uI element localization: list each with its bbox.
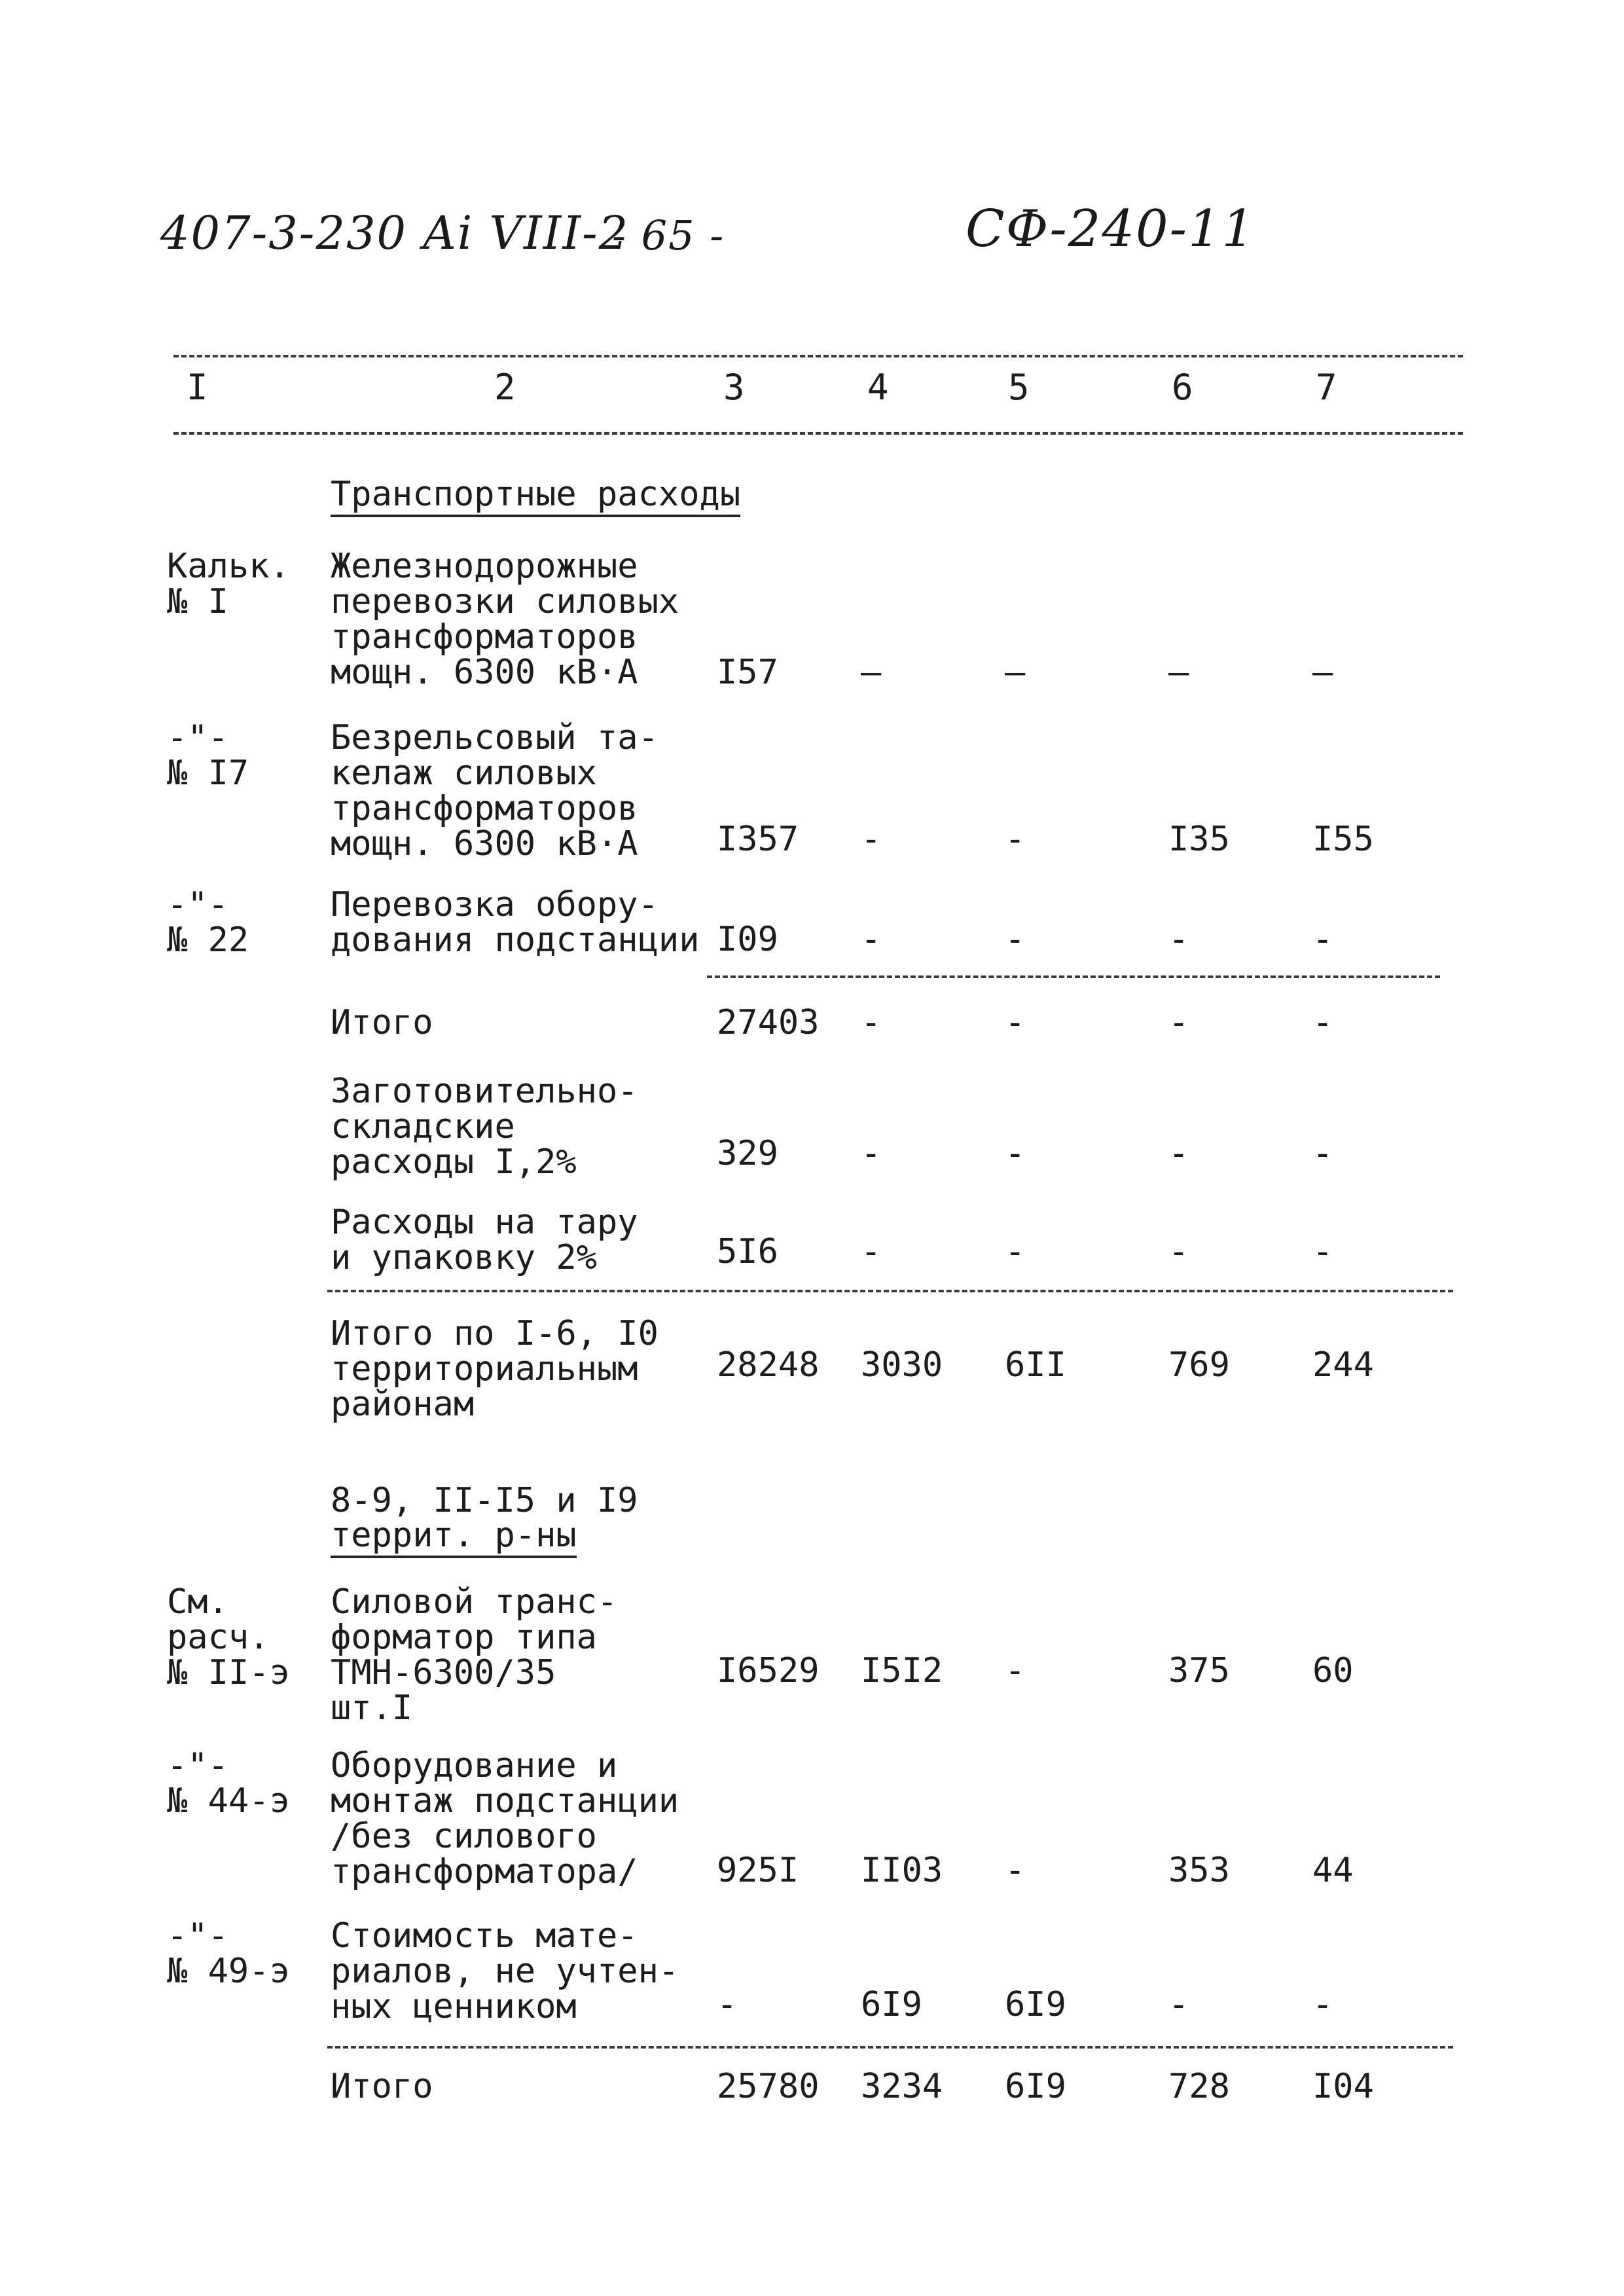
total-value-col6: 728 <box>1168 2067 1230 2106</box>
row-value-col4: - <box>861 1134 882 1173</box>
document-code: 407-3-230 Ai VIII-2 <box>160 206 630 260</box>
total-label: Итого по I-6, I0 территориальным районам <box>331 1314 659 1424</box>
row-value-col3: I357 <box>717 820 799 859</box>
total-label: Итого <box>331 2067 433 2106</box>
row-value-col3: 329 <box>717 1134 778 1173</box>
row-code: Кальк. № I <box>167 547 290 621</box>
total-value-col7: - <box>1312 1003 1333 1042</box>
total-value-col6: - <box>1168 1003 1189 1042</box>
row-value-col3: I57 <box>717 653 778 692</box>
row-value-col6: - <box>1168 920 1189 959</box>
row-value-col5: - <box>1005 1851 1026 1890</box>
row-value-col7: - <box>1312 920 1333 959</box>
row-value-col3: I6529 <box>717 1651 820 1690</box>
row-value-col6: 375 <box>1168 1651 1230 1690</box>
row-value-col4: - <box>861 820 882 859</box>
row-value-col3: - <box>717 1985 738 2024</box>
row-value-col7: - <box>1312 1232 1333 1271</box>
row-value-col5: - <box>1005 920 1026 959</box>
row-description: Расходы на тару и упаковку 2% <box>331 1203 638 1277</box>
table-top-rule <box>173 355 1463 357</box>
total-value-col4: 3234 <box>861 2067 943 2106</box>
row-description: Перевозка обору- дования подстанции <box>331 885 700 960</box>
section-subtitle-regions: террит. р-ны <box>331 1518 577 1558</box>
row-code: -"- № 44-э <box>167 1746 290 1821</box>
row-value-col4: II03 <box>861 1851 943 1890</box>
row-description: Силовой транс- форматор типа ТМН-6300/35 шт.I <box>331 1582 618 1728</box>
row-value-col4: 6I9 <box>861 1985 922 2024</box>
total-value-col4: - <box>861 1003 882 1042</box>
total-label: Итого <box>331 1003 433 1042</box>
row-value-col7: I55 <box>1312 820 1374 859</box>
row-value-col4: – <box>861 653 882 692</box>
row-code: -"- № 49-э <box>167 1916 290 1991</box>
row-value-col6: 353 <box>1168 1851 1230 1890</box>
total-value-col7: I04 <box>1312 2067 1374 2106</box>
row-value-col6: - <box>1168 1134 1189 1173</box>
row-description: Стоимость мате- риалов, не учтен- ных ценником <box>331 1916 679 2026</box>
total-value-col5: 6II <box>1005 1345 1066 1385</box>
row-value-col5: – <box>1005 653 1026 692</box>
row-value-col6: I35 <box>1168 820 1230 859</box>
column-number-4: 4 <box>867 367 889 408</box>
row-description: Безрельсовый та- келаж силовых трансформаторов мощн. 6300 кВ·А <box>331 718 659 864</box>
row-description: Заготовительно- складские расходы I,2% <box>331 1072 638 1182</box>
row-value-col5: - <box>1005 820 1026 859</box>
row-value-col4: I5I2 <box>861 1651 943 1690</box>
column-number-1: I <box>187 367 208 408</box>
row-code: См. расч. № II-э <box>167 1582 290 1692</box>
column-number-2: 2 <box>494 367 516 408</box>
row-value-col3: I09 <box>717 920 778 959</box>
total-value-col3: 27403 <box>717 1003 820 1042</box>
row-value-col4: - <box>861 920 882 959</box>
total-value-col3: 25780 <box>717 2067 820 2106</box>
total-value-col5: 6I9 <box>1005 2067 1066 2106</box>
row-code: -"- № I7 <box>167 718 249 793</box>
column-number-6: 6 <box>1172 367 1193 408</box>
row-value-col4: - <box>861 1232 882 1271</box>
row-value-col5: - <box>1005 1232 1026 1271</box>
section-title-transport: Транспортные расходы <box>331 477 740 517</box>
row-description: Железнодорожные перевозки силовых трансформаторов мощн. 6300 кВ·А <box>331 547 679 692</box>
row-value-col7: - <box>1312 1134 1333 1173</box>
row-value-col3: 5I6 <box>717 1232 778 1271</box>
row-value-col3: 925I <box>717 1851 799 1890</box>
total-value-col7: 244 <box>1312 1345 1374 1385</box>
row-value-col5: 6I9 <box>1005 1985 1066 2024</box>
subtotal-rule <box>327 1290 1453 1292</box>
section-title-regions: 8-9, II-I5 и I9 <box>331 1481 638 1520</box>
table-header-rule <box>173 432 1463 435</box>
subtotal-rule <box>707 975 1440 978</box>
row-value-col6: - <box>1168 1985 1189 2024</box>
row-value-col5: - <box>1005 1134 1026 1173</box>
page-number: - 65 - <box>612 211 725 259</box>
total-value-col5: - <box>1005 1003 1026 1042</box>
total-value-col6: 769 <box>1168 1345 1230 1385</box>
column-number-3: 3 <box>723 367 745 408</box>
row-value-col7: 44 <box>1312 1851 1354 1890</box>
row-value-col7: 60 <box>1312 1651 1354 1690</box>
row-code: -"- № 22 <box>167 885 249 960</box>
row-value-col7: – <box>1312 653 1333 692</box>
column-number-7: 7 <box>1316 367 1337 408</box>
row-description: Оборудование и монтаж подстанции /без силового трансформатора/ <box>331 1746 679 1891</box>
row-value-col7: - <box>1312 1985 1333 2024</box>
total-value-col3: 28248 <box>717 1345 820 1385</box>
row-value-col6: - <box>1168 1232 1189 1271</box>
total-value-col4: 3030 <box>861 1345 943 1385</box>
document-reference: СФ-240-11 <box>965 200 1256 259</box>
document-header <box>0 193 1624 278</box>
subtotal-rule <box>327 2046 1453 2049</box>
row-value-col5: - <box>1005 1651 1026 1690</box>
column-number-5: 5 <box>1008 367 1030 408</box>
row-value-col6: – <box>1168 653 1189 692</box>
